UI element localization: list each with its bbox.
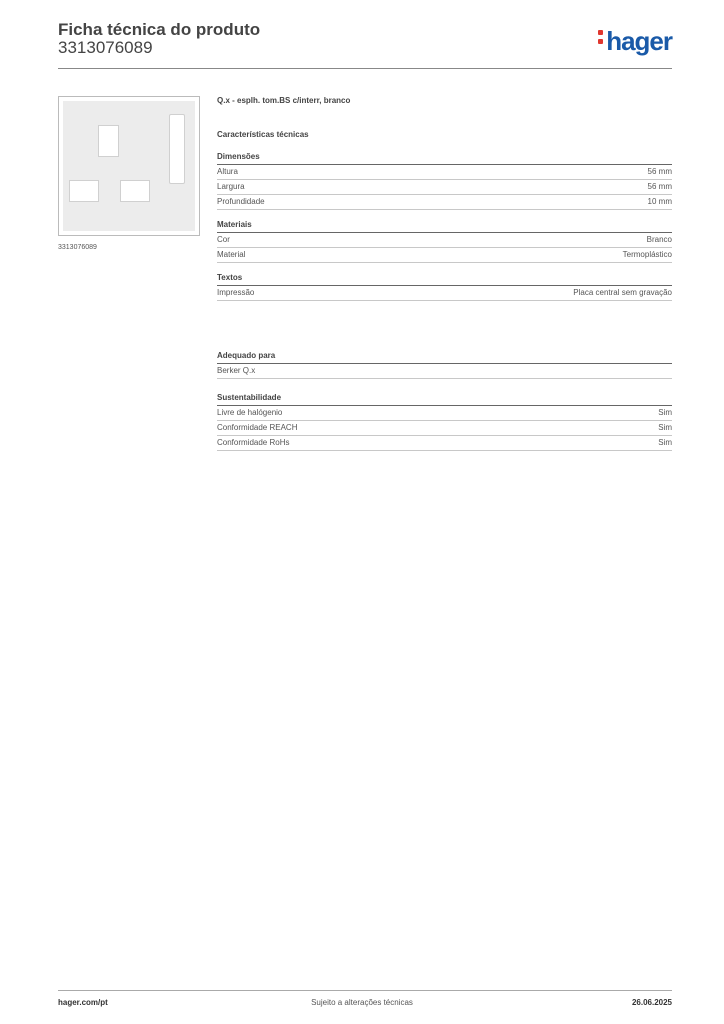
spec-value: Placa central sem gravação <box>573 288 672 297</box>
spec-row <box>217 436 672 451</box>
spec-row <box>217 286 672 301</box>
spec-value: Sim <box>658 408 672 417</box>
header-divider <box>58 68 672 69</box>
spec-value: 10 mm <box>647 197 672 206</box>
footer-divider <box>58 990 672 991</box>
spec-label: Cor <box>217 235 230 244</box>
group-title-adequado: Adequado para <box>217 351 672 364</box>
spec-row <box>217 165 672 180</box>
logo-text: hager <box>606 26 672 56</box>
hager-logo <box>598 26 672 57</box>
spec-row <box>217 233 672 248</box>
socket-slot-right <box>120 180 150 202</box>
product-number: 3313076089 <box>58 38 153 57</box>
spec-label: Profundidade <box>217 197 265 206</box>
image-caption: 3313076089 <box>58 244 97 251</box>
spec-label: Berker Q.x <box>217 366 256 375</box>
spec-row <box>217 421 672 436</box>
spec-value: 56 mm <box>647 167 672 176</box>
spec-label: Altura <box>217 167 238 176</box>
spec-label: Conformidade RoHs <box>217 438 290 447</box>
logo-dots-icon <box>598 26 604 48</box>
spec-row <box>217 364 672 379</box>
page-title: Ficha técnica do produto <box>58 20 261 39</box>
section-title: Características técnicas <box>217 130 309 139</box>
group-title-textos: Textos <box>217 273 672 286</box>
footer-website[interactable]: hager.com/pt <box>58 998 108 1007</box>
socket-slot-top <box>98 125 119 157</box>
group-title-dimensoes: Dimensões <box>217 152 672 165</box>
spacer <box>217 301 672 341</box>
socket-slot-left <box>69 180 99 202</box>
group-title-materiais: Materiais <box>217 220 672 233</box>
spec-row <box>217 406 672 421</box>
spec-label: Livre de halógenio <box>217 408 283 417</box>
spec-label: Material <box>217 250 246 259</box>
spec-label: Largura <box>217 182 245 191</box>
group-title-sustentabilidade: Sustentabilidade <box>217 393 672 406</box>
spec-row <box>217 195 672 210</box>
spec-value: Sim <box>658 438 672 447</box>
spec-row <box>217 180 672 195</box>
plate-icon <box>63 101 195 231</box>
spec-value: Termoplástico <box>622 250 672 259</box>
spec-row <box>217 248 672 263</box>
spec-value: Sim <box>658 423 672 432</box>
product-name: Q.x - esplh. tom.BS c/interr, branco <box>217 96 351 105</box>
product-image <box>58 96 200 236</box>
spec-value: 56 mm <box>647 182 672 191</box>
spec-label: Conformidade REACH <box>217 423 298 432</box>
spec-value: Branco <box>646 235 672 244</box>
spec-label: Impressão <box>217 288 255 297</box>
specs <box>217 96 672 451</box>
footer-note: Sujeito a alterações técnicas <box>311 998 413 1007</box>
switch-slot <box>169 114 185 184</box>
footer-date: 26.06.2025 <box>631 998 672 1007</box>
